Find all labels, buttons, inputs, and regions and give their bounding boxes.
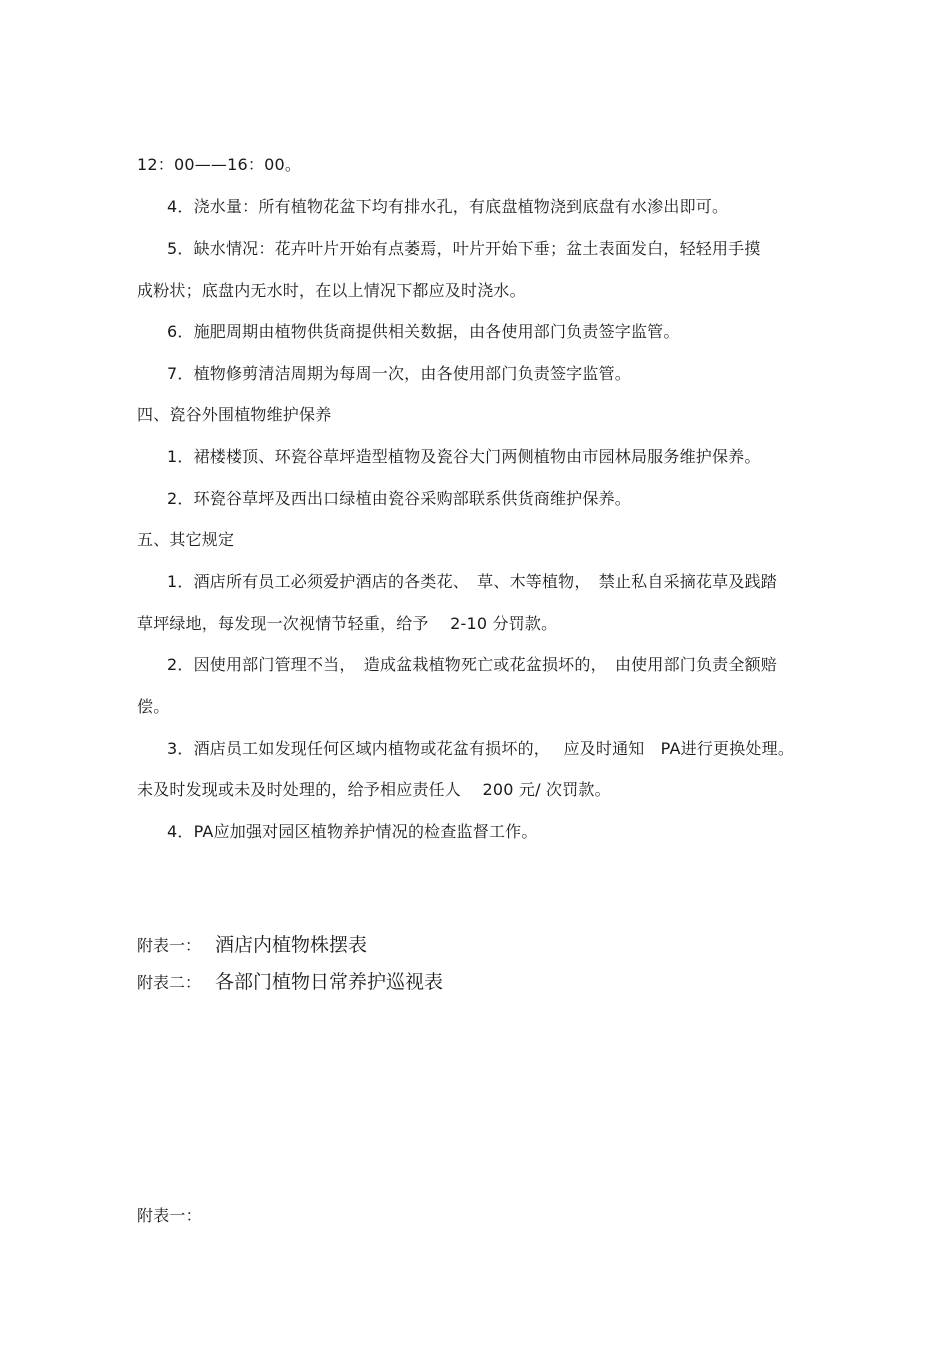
text-line: 3．酒店员工如发现任何区域内植物或花盆有损坏的， 应及时通知 PA进行更换处理。 [167, 739, 795, 758]
text-line: 4．PA应加强对园区植物养护情况的检查监督工作。 [167, 822, 538, 841]
text-line: 1．酒店所有员工必须爱护酒店的各类花、 草、木等植物， 禁止私自采摘花草及践踏 [167, 572, 777, 591]
text-line: 4．浇水量：所有植物花盆下均有排水孔，有底盘植物浇到底盘有水渗出即可。 [167, 197, 729, 216]
text-line: 5．缺水情况：花卉叶片开始有点萎焉，叶片开始下垂；盆土表面发白，轻轻用手摸 [167, 239, 761, 258]
text-line: 未及时发现或未及时处理的，给予相应责任人 200 元/ 次罚款。 [137, 780, 611, 799]
text-line: 6．施肥周期由植物供货商提供相关数据，由各使用部门负责签字监管。 [167, 322, 680, 341]
appendix-item [137, 970, 443, 995]
text-line: 12：00——16：00。 [137, 155, 302, 174]
appendix-final-label: 附表一： [137, 1206, 202, 1225]
text-line: 1．裙楼楼顶、环瓷谷草坪造型植物及瓷谷大门两侧植物由市园林局服务维护保养。 [167, 447, 761, 466]
text-line: 2．环瓷谷草坪及西出口绿植由瓷谷采购部联系供货商维护保养。 [167, 489, 631, 508]
appendix-item [137, 933, 367, 958]
section-heading: 四、瓷谷外围植物维护保养 [137, 405, 332, 424]
text-line: 成粉状；底盘内无水时，在以上情况下都应及时浇水。 [137, 281, 526, 300]
section-heading: 五、其它规定 [137, 530, 235, 549]
text-line: 7．植物修剪清洁周期为每周一次，由各使用部门负责签字监管。 [167, 364, 631, 383]
appendix-label: 附表一： [137, 936, 202, 955]
text-line: 偿。 [137, 697, 170, 716]
appendix-title: 酒店内植物株摆表 [215, 934, 368, 956]
text-line: 草坪绿地，每发现一次视情节轻重，给予 2-10 分罚款。 [137, 614, 558, 633]
appendix-title: 各部门植物日常养护巡视表 [215, 971, 444, 993]
appendix-label: 附表二： [137, 973, 202, 992]
text-line: 2．因使用部门管理不当， 造成盆栽植物死亡或花盆损坏的， 由使用部门负责全额赔 [167, 655, 777, 674]
